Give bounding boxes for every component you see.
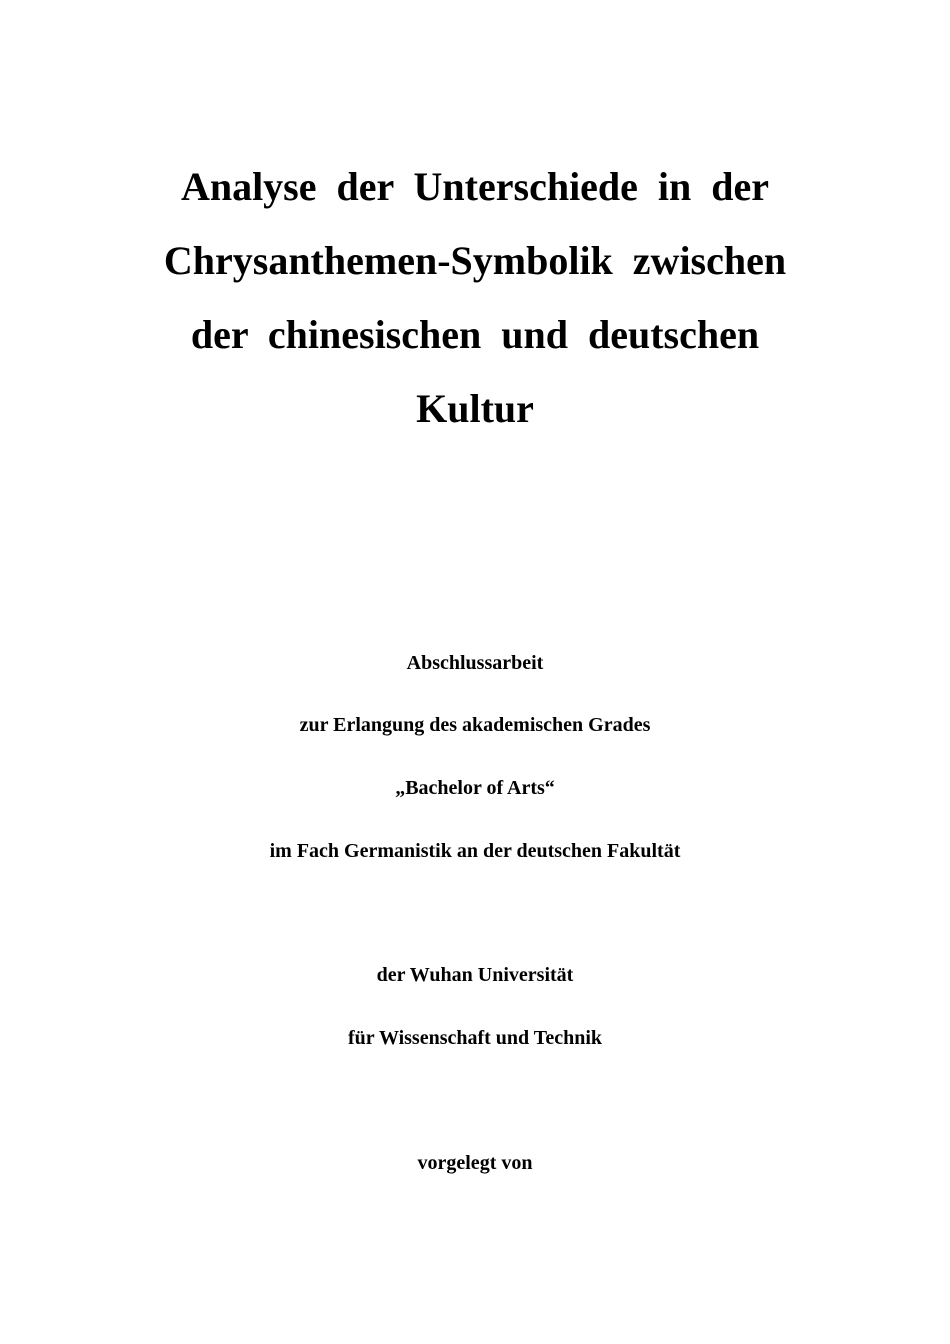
thesis-type: Abschlussarbeit xyxy=(406,652,544,674)
faculty-line: im Fach Germanistik an der deutschen Fakultät xyxy=(269,840,681,862)
submitted-by: vorgelegt von xyxy=(417,1152,533,1174)
university-line-1: der Wuhan Universität xyxy=(376,964,574,986)
degree-name: „Bachelor of Arts“ xyxy=(395,777,555,799)
degree-intro: zur Erlangung des akademischen Grades xyxy=(299,714,651,736)
thesis-title xyxy=(140,150,810,446)
university-line-2: für Wissenschaft und Technik xyxy=(348,1027,602,1049)
title-line-1: Analyse der Unterschiede in der xyxy=(180,164,770,209)
title-line-4: Kultur xyxy=(416,386,534,431)
title-line-2: Chrysanthemen-Symbolik zwischen xyxy=(163,238,787,283)
title-line-3: der chinesischen und deutschen xyxy=(190,312,760,357)
